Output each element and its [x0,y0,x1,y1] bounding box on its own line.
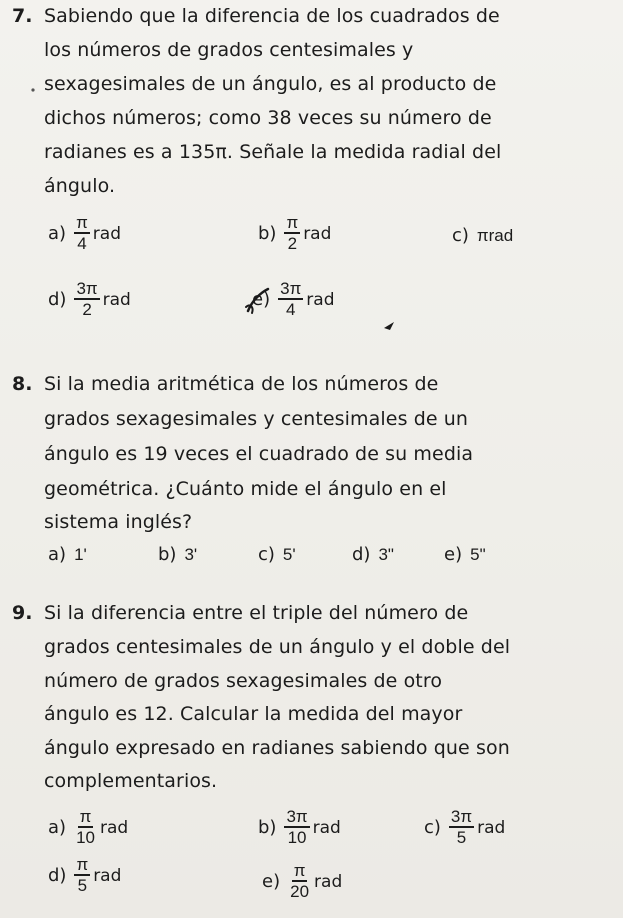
unit: rad [314,871,343,892]
problem-text-line: complementarios. [44,770,218,792]
option-b[interactable] [258,808,341,847]
fraction-numerator: 3π [280,279,302,298]
problem-text-line: dichos números; como 38 veces su número de [44,107,492,129]
fraction-numerator: π [286,213,299,232]
fraction [74,280,99,319]
problem-text-line: ángulo expresado en radianes sabiendo que son [44,737,510,759]
unit: rad [92,223,121,244]
option-e[interactable] [262,862,342,901]
fraction-denominator: 10 [76,828,95,847]
fraction-denominator: 2 [287,234,298,253]
problem-text-line: grados centesimales de un ángulo y el doble del [44,636,511,658]
problem-text-line: radianes es a 135π. Señale la medida radial del [44,141,502,163]
fraction-numerator: π [76,855,89,874]
option-value: 5' [282,544,296,564]
option-value: 3" [378,544,394,564]
option-c[interactable] [258,544,296,565]
option-value: 3' [184,544,198,564]
option-e[interactable] [444,544,486,565]
unit: rad [306,289,335,310]
fraction-denominator: 2 [82,300,92,319]
fraction [288,862,311,901]
fraction-denominator: 5 [77,876,88,895]
problem-number: 8. [12,373,33,395]
pencil-dot [28,85,38,95]
option-a[interactable] [48,808,128,847]
option-d[interactable] [48,856,121,895]
fraction-numerator: 3π [76,279,98,298]
problem-text-line: ángulo. [44,175,116,197]
problem-text-line: geométrica. ¿Cuánto mide el ángulo en el [44,478,447,500]
fraction [284,214,300,253]
fraction-denominator: 10 [287,828,307,847]
option-a[interactable] [48,214,121,253]
fraction [449,808,474,847]
option-label: b) [258,223,277,244]
option-d[interactable] [352,544,394,565]
unit: rad [303,223,332,244]
unit: rad [477,817,506,838]
problem-text-line: los números de grados centesimales y [44,39,414,61]
fraction-numerator: 3π [450,807,473,826]
option-value: 5" [470,544,486,564]
fraction-denominator: 20 [290,882,310,901]
fraction-numerator: π [76,213,88,232]
fraction-numerator: π [79,807,92,826]
option-label: e) [444,544,463,565]
option-label: d) [48,865,67,886]
fraction [278,280,303,319]
problem-text-line: ángulo es 12. Calcular la medida del mayor [44,703,463,725]
option-c[interactable] [452,225,513,246]
option-label: c) [424,817,441,838]
fraction-denominator: 5 [456,828,467,847]
unit: rad [102,289,131,310]
problem-text-line: sistema inglés? [44,511,193,533]
problem-text-line: sexagesimales de un ángulo, es al producto de [44,73,497,95]
unit: rad [312,817,341,838]
fraction-denominator: 4 [77,234,87,253]
option-c[interactable] [424,808,505,847]
fraction-denominator: 4 [285,300,296,319]
problem-text-line: grados sexagesimales y centesimales de un [44,408,469,430]
answer-scribble-mark [244,283,274,317]
option-label: e) [252,289,271,310]
problem-text-line: Si la diferencia entre el triple del número de [44,602,469,624]
option-value: 1' [74,544,87,564]
unit: rad [93,865,122,886]
option-label: a) [48,544,67,565]
option-a[interactable] [48,544,87,565]
problem-text-line: ángulo es 19 veces el cuadrado de su media [44,443,474,465]
fraction [74,214,90,253]
unit: rad [99,817,129,838]
fraction [74,856,90,895]
option-label: d) [48,289,67,310]
option-label: e) [262,871,281,892]
option-label: a) [48,223,67,244]
problem-text-line: número de grados sexagesimales de otro [44,670,443,692]
fraction [284,808,309,847]
option-label: b) [258,817,277,838]
check-mark [380,300,416,336]
option-label: d) [352,544,371,565]
option-label: c) [452,225,469,246]
problem-text-line: Si la media aritmética de los números de [44,373,439,395]
option-label: b) [158,544,177,565]
problem-text-line: Sabiendo que la diferencia de los cuadrados de [44,5,500,27]
option-value: πrad [476,225,514,245]
option-d[interactable] [48,280,131,319]
fraction [74,808,97,847]
problem-number: 7. [12,5,33,27]
option-b[interactable] [258,214,331,253]
fraction-numerator: π [293,861,306,880]
option-label: c) [258,544,275,565]
fraction-numerator: 3π [286,807,308,826]
option-b[interactable] [158,544,197,565]
option-label: a) [48,817,67,838]
problem-number: 9. [12,602,33,624]
